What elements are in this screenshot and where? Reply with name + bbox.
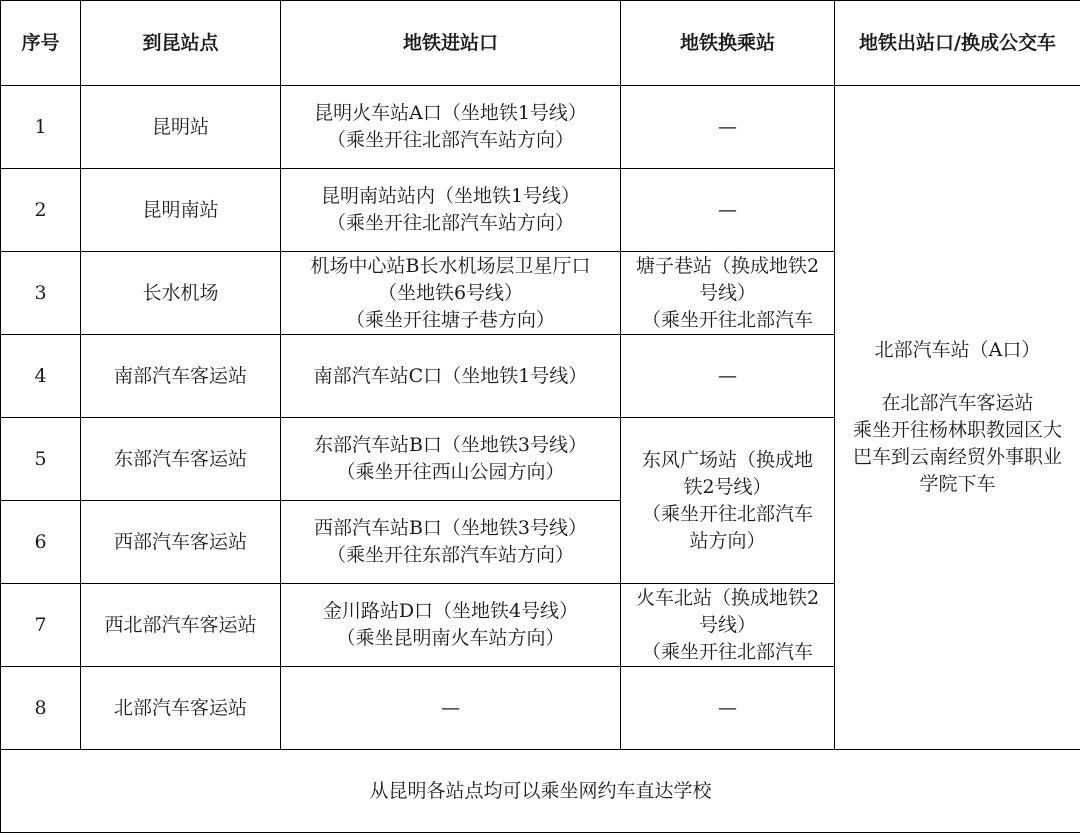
footer-row <box>1 750 1080 833</box>
row-number: 4 <box>1 335 81 418</box>
transfer-cell: — <box>621 335 835 418</box>
table-row <box>1 86 1080 169</box>
row-number: 8 <box>1 667 81 750</box>
row-number: 5 <box>1 418 81 501</box>
row-number: 1 <box>1 86 81 169</box>
row-number: 3 <box>1 252 81 335</box>
station-name: 西部汽车客运站 <box>81 501 281 584</box>
header-exit: 地铁出站口/换成公交车 <box>835 1 1080 86</box>
entrance-cell: 东部汽车站B口（坐地铁3号线） （乘坐开往西山公园方向） <box>281 418 621 501</box>
station-name: 长水机场 <box>81 252 281 335</box>
station-name: 西北部汽车客运站 <box>81 584 281 667</box>
row-number: 7 <box>1 584 81 667</box>
header-no: 序号 <box>1 1 81 86</box>
header-transfer: 地铁换乘站 <box>621 1 835 86</box>
entrance-cell: — <box>281 667 621 750</box>
transfer-cell: — <box>621 169 835 252</box>
station-name: 昆明站 <box>81 86 281 169</box>
transfer-cell: 塘子巷站（换成地铁2 号线） （乘坐开往北部汽车 <box>621 252 835 335</box>
entrance-cell: 昆明南站站内（坐地铁1号线） （乘坐开往北部汽车站方向） <box>281 169 621 252</box>
transfer-cell: 东风广场站（换成地 铁2号线） （乘坐开往北部汽车 站方向） <box>621 418 835 584</box>
row-number: 2 <box>1 169 81 252</box>
header-station: 到昆站点 <box>81 1 281 86</box>
transfer-cell: 火车北站（换成地铁2 号线） （乘坐开往北部汽车 <box>621 584 835 667</box>
row-number: 6 <box>1 501 81 584</box>
entrance-cell: 昆明火车站A口（坐地铁1号线） （乘坐开往北部汽车站方向） <box>281 86 621 169</box>
header-row <box>1 1 1080 86</box>
entrance-cell: 金川路站D口（坐地铁4号线） （乘坐昆明南火车站方向） <box>281 584 621 667</box>
transfer-cell: — <box>621 86 835 169</box>
station-name: 南部汽车客运站 <box>81 335 281 418</box>
entrance-cell: 南部汽车站C口（坐地铁1号线） <box>281 335 621 418</box>
entrance-cell: 西部汽车站B口（坐地铁3号线） （乘坐开往东部汽车站方向） <box>281 501 621 584</box>
station-name: 东部汽车客运站 <box>81 418 281 501</box>
footer-note: 从昆明各站点均可以乘坐网约车直达学校 <box>1 750 1080 833</box>
exit-cell: 北部汽车站（A口） 在北部汽车客运站 乘坐开往杨林职教园区大 巴车到云南经贸外事职业 学院下车 <box>835 86 1080 750</box>
transfer-cell: — <box>621 667 835 750</box>
entrance-cell: 机场中心站B长水机场层卫星厅口 （坐地铁6号线） （乘坐开往塘子巷方向） <box>281 252 621 335</box>
header-entrance: 地铁进站口 <box>281 1 621 86</box>
station-name: 北部汽车客运站 <box>81 667 281 750</box>
station-name: 昆明南站 <box>81 169 281 252</box>
